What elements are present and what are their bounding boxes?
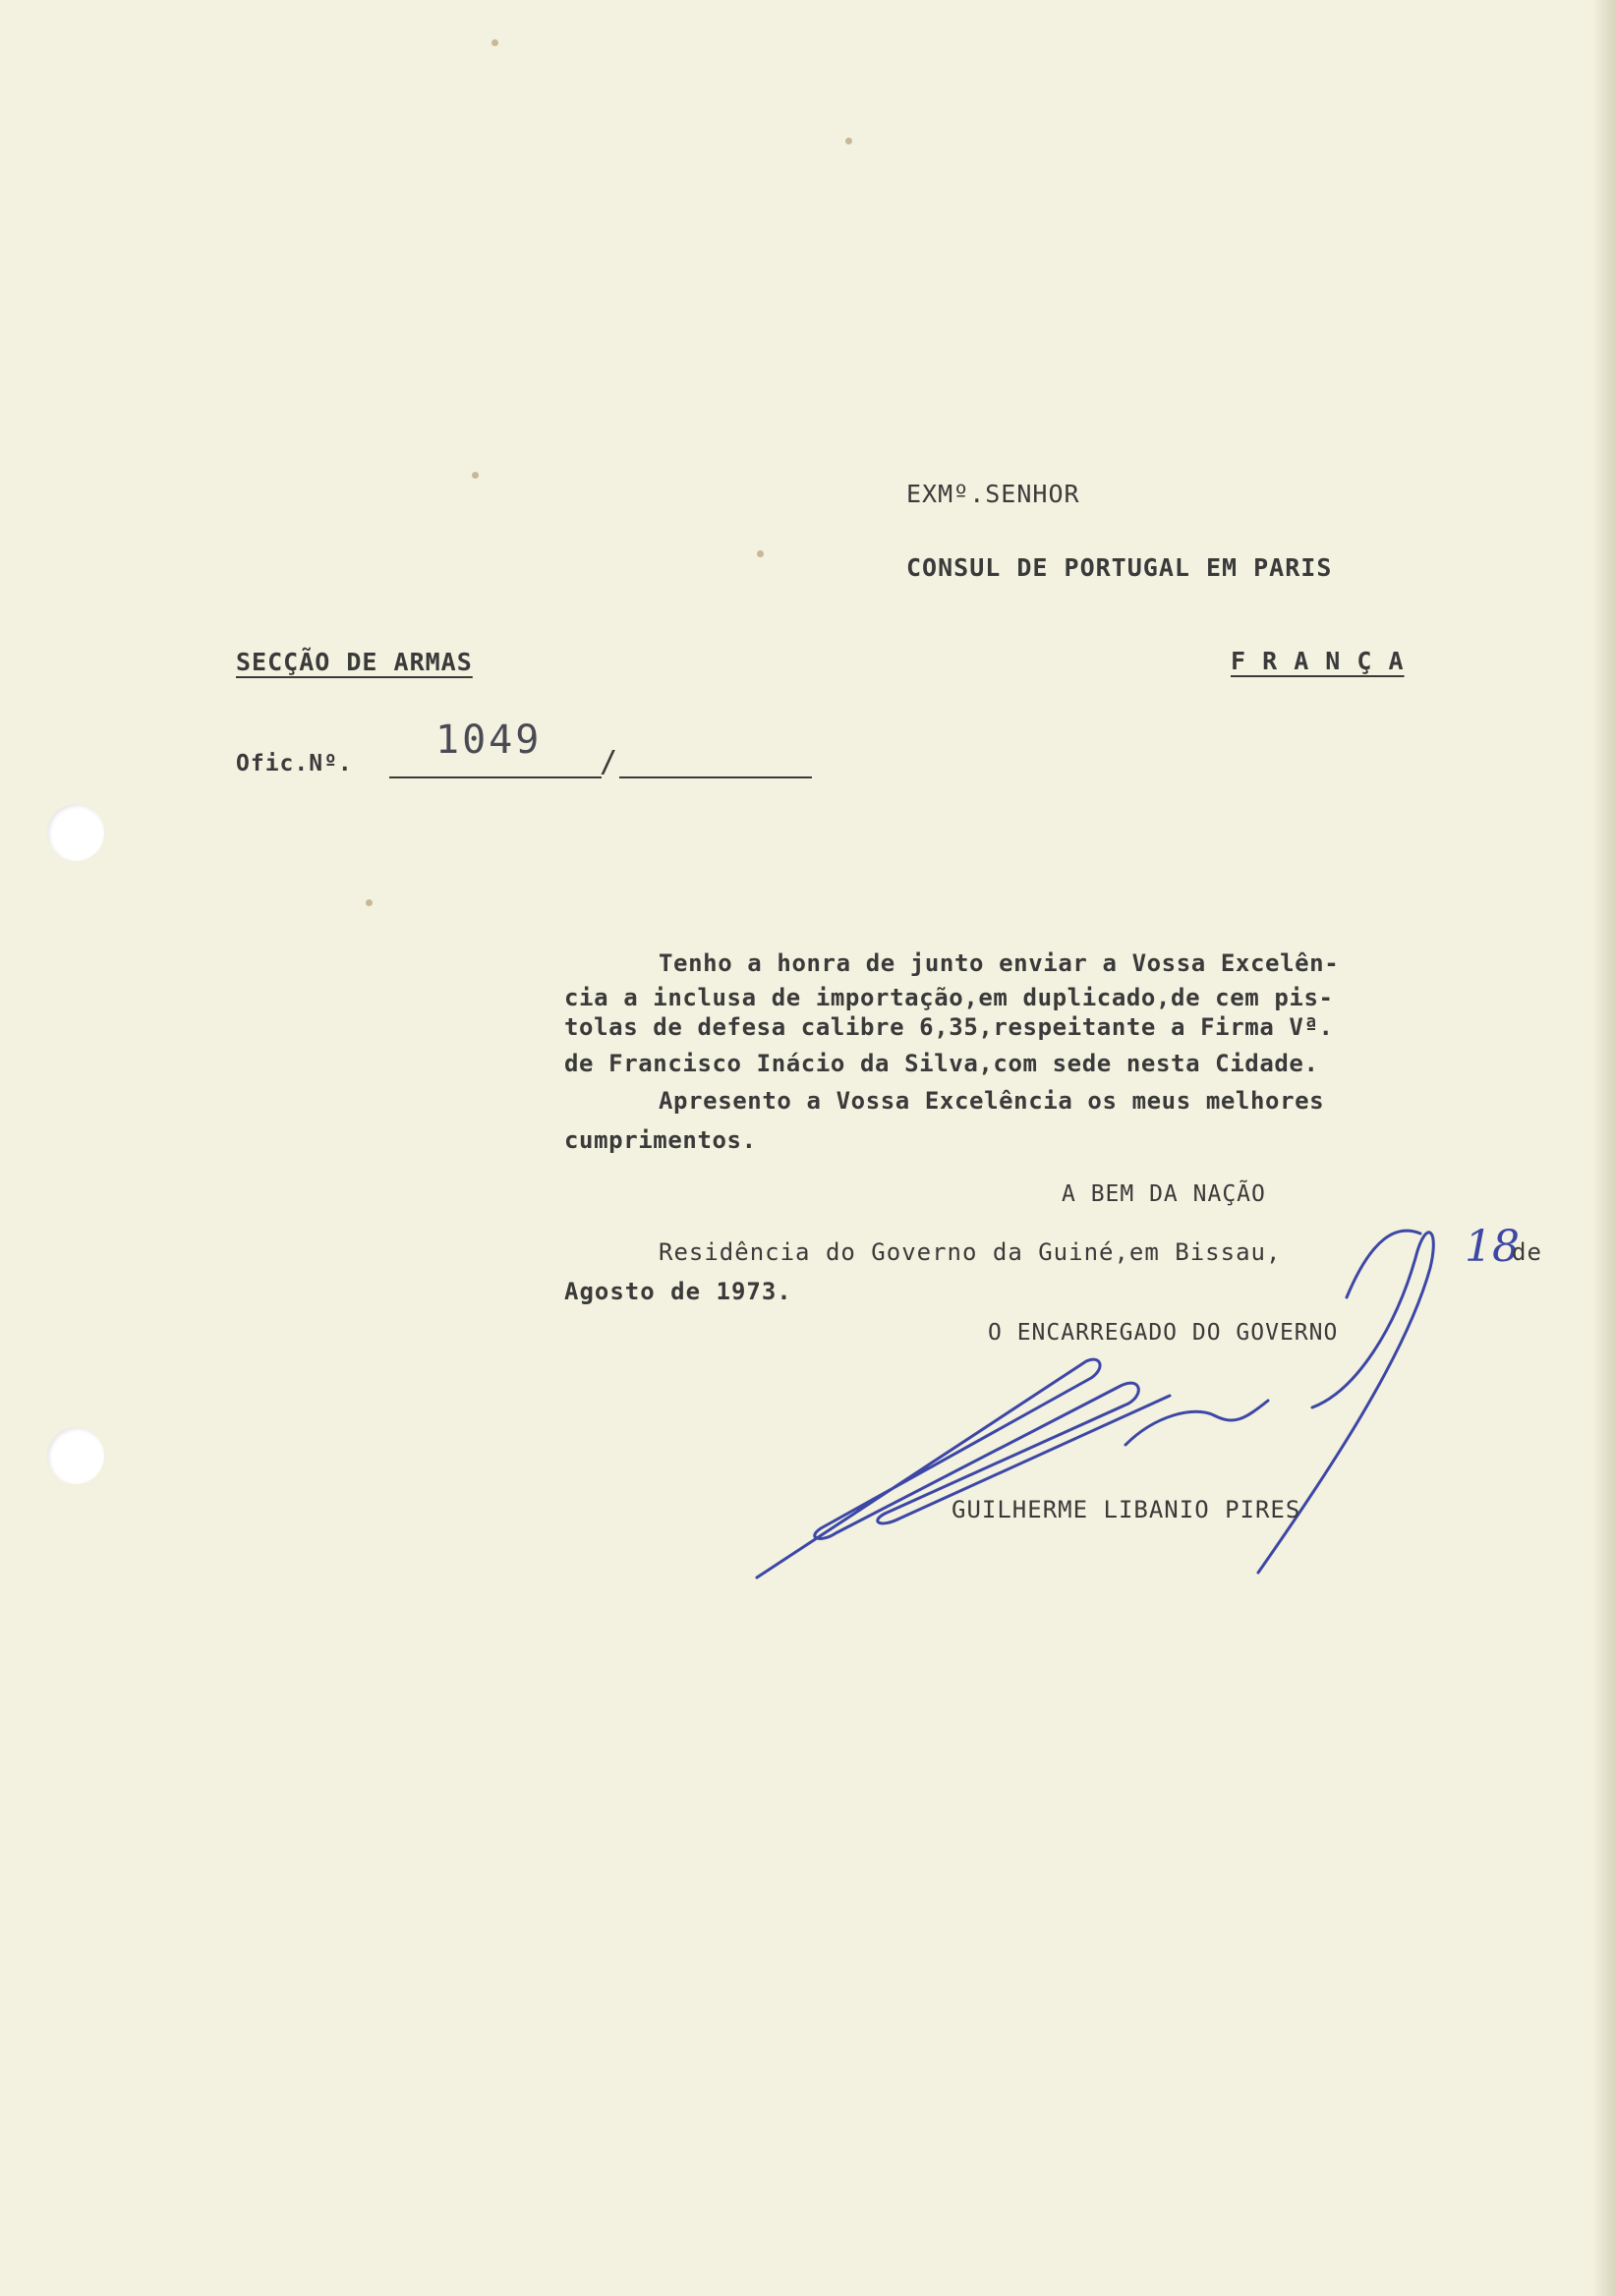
salutation: EXMº.SENHOR: [906, 480, 1080, 508]
office-ref-separator: /: [600, 745, 619, 779]
body-line-4: de Francisco Inácio da Silva,com sede nesta Cidade.: [564, 1050, 1319, 1077]
place-line-1-end: de: [1512, 1238, 1542, 1266]
handwritten-day: 18: [1465, 1222, 1520, 1272]
closing-motto: A BEM DA NAÇÃO: [1062, 1181, 1266, 1207]
place-line-2: Agosto de 1973.: [564, 1278, 792, 1305]
place-line-1: Residência do Governo da Guiné,em Bissau,: [659, 1238, 1282, 1266]
country-heading: F R A N Ç A: [1231, 647, 1405, 675]
signatory-name: GUILHERME LIBANIO PIRES: [952, 1496, 1301, 1523]
recipient: CONSUL DE PORTUGAL EM PARIS: [906, 553, 1333, 582]
body-line-5: Apresento a Vossa Excelência os meus melhores: [659, 1087, 1325, 1115]
office-ref-number: 1049: [435, 718, 543, 763]
body-line-3: tolas de defesa calibre 6,35,respeitante a Firma Vª.: [564, 1013, 1334, 1041]
body-line-6: cumprimentos.: [564, 1126, 757, 1154]
signature-upper-hook: [1347, 1231, 1420, 1297]
signatory-title: O ENCARREGADO DO GOVERNO: [988, 1320, 1339, 1346]
signature-loops: [757, 1359, 1170, 1578]
body-line-2: cia a inclusa de importação,em duplicado,de cem pis-: [564, 984, 1334, 1011]
office-ref-label: Ofic.Nº.: [236, 751, 353, 776]
body-line-1: Tenho a honra de junto enviar a Vossa Excelên-: [659, 949, 1340, 977]
department-heading: SECÇÃO DE ARMAS: [236, 648, 473, 676]
